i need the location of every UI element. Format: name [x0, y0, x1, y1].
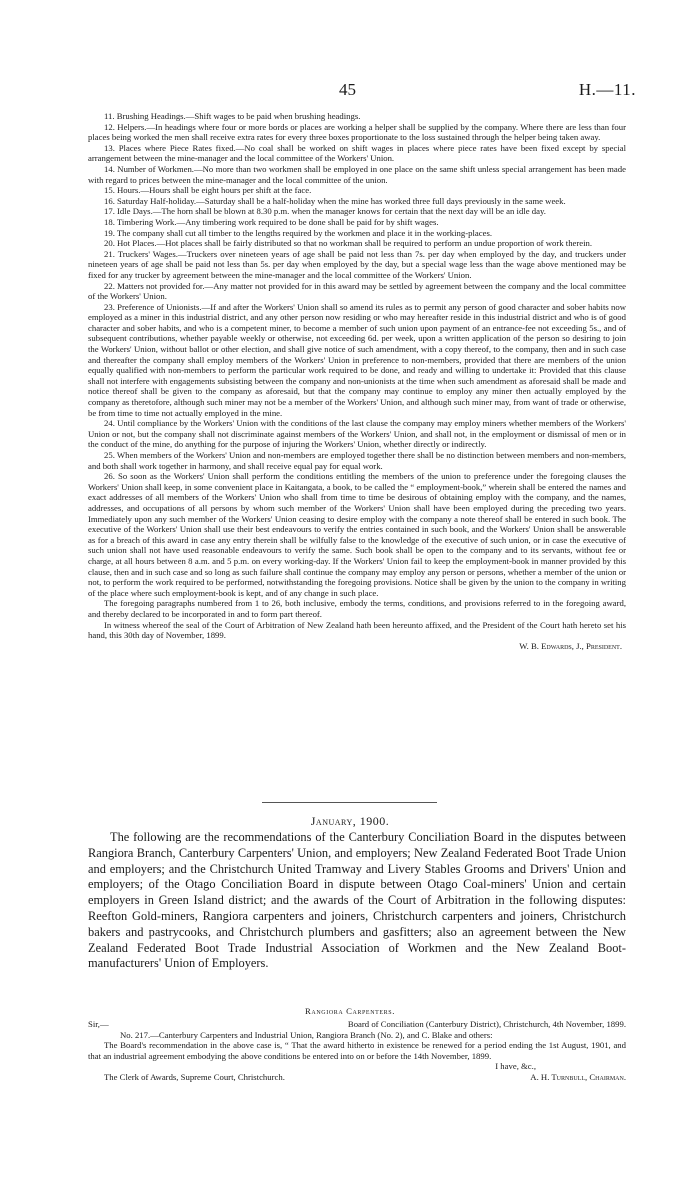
clause: 11. Brushing Headings.—Shift wages to be paid when brushing headings. [104, 111, 361, 121]
clause: 13. Places where Piece Rates fixed.—No coal shall be worked on shift wages in places where piece rates have been fixed except by special arrangement between the mine-manager and the local committee of the Workers' Union. [88, 142, 626, 164]
salutation: Sir,— [88, 1019, 109, 1029]
clause: 26. So soon as the Workers' Union shall perform the conditions entitling the members of the union to preference under the foregoing clauses the Workers' Union shall keep, in some convenient place in Kaitangata, a book, to be called the “ employment-book,” wherein shall be entered the names and exact addresses of all members of the Workers' Union who shall from time to time be desirous of obtaining employ with the company, and the names, addresses, and occupations of all persons by whom such member of the Workers' Union shall have been employed during the preceding two years. Immediately upon any such member of the Workers' Union ceasing to desire employ with the company a note thereof shall be entered in such book. The executive of the Workers' Union shall use their best endeavours to verify the entries contained in such book, and the Workers' Union shall be answerable as for a breach of this award in case any entry therein shall be wilfully false to the knowledge of the executive of such union, or in case the executive of such union shall not have used reasonable endeavours to verify the same. Such book shall be open to the company and to its servants, without fee or charge, at all hours between 8 a.m. and 5 p.m. on every working-day. If the Workers' Union fail to keep the employment-book in manner provided by this clause, then and in such case and so long as such failure shall continue the company may employ any person or persons, whether a member of the union or not, to perform the work required to be performed, notwithstanding the foregoing provisions. Notice shall be given by the union to the company in writing of the place where such employment-book is kept, and of any change in such place. [88, 471, 626, 598]
closing-row [88, 1061, 626, 1072]
clause: 19. The company shall cut all timber to the lengths required by the workmen and place it in the working-places. [104, 227, 493, 238]
clause: 14. Number of Workmen.—No more than two workmen shall be employed in one place on the same shift unless special arrangement has been made with regard to prices between the mine-manager and the local committee of the union. [88, 163, 626, 185]
section-divider [262, 802, 437, 803]
clause: 22. Matters not provided for.—Any matter not provided for in this award may be settled by agreement between the company and the local committee of the Workers' Union. [88, 280, 626, 302]
closing: I have, &c., [495, 1061, 536, 1072]
page-header [0, 80, 700, 104]
page-number: 45 [339, 80, 356, 99]
clause: 23. Preference of Unionists.—If and after the Workers' Union shall so amend its rules as to permit any person of good character and sober habits now employed as a miner in this industrial district, and any other person now residing or who may hereafter reside in this industrial district and who is of good character and sober habits, and who is a competent miner, to become a member of such union upon payment of an entrance-fee not exceeding 5s., and of subsequent contributions, whether payable weekly or otherwise, not exceeding 6d. per week, upon a written application of the person so desiring to join the Workers' Union, without ballot or other election, and shall give notice of such amendment, with a copy thereof, to the company, then and in such case and thereafter the company shall employ members of the Workers' Union in preference to non-members, provided that there are members of the union equally qualified with non-members to perform the particular work required to be done, and ready and willing to undertake it: Provided that this clause shall not interfere with engagements subsisting between the company and non-unionists at the time when such amendment as aforesaid shall be made and notice thereof shall be given to the company as aforesaid, but that the company may continue to employ any miner then actually employed by the company as theretofore, although such miner may not be a member of the Workers' Union, and although such miner may, from want of trade or otherwise, be from time to time not actually employed in the mine. [88, 301, 626, 418]
clause: 15. Hours.—Hours shall be eight hours per shift at the face. [104, 185, 312, 196]
recommendations-intro [88, 830, 626, 972]
clause: The foregoing paragraphs numbered from 1 to 26, both inclusive, embody the terms, conditions, and provisions referred to in the foregoing award, and thereby declared to be incorporated in and to form part thereof. [88, 598, 626, 619]
clause: 25. When members of the Workers' Union and non-members are employed together there shall be no distinction between members and non-members, and both shall work together in harmony, and shall receive equal pay for equal work. [88, 450, 626, 471]
clause: 18. Timbering Work.—Any timbering work required to be done shall be paid for by shift wages. [104, 216, 439, 227]
addressee: The Clerk of Awards, Supreme Court, Christchurch. [104, 1071, 285, 1082]
signature-row [88, 1072, 626, 1083]
clause: 20. Hot Places.—Hot places shall be fairly distributed so that no workman shall be required to perform an undue proportion of work therein. [104, 238, 593, 249]
award-clauses [88, 111, 626, 651]
clause: 24. Until compliance by the Workers' Union with the conditions of the last clause the company may employ miners whether members of the Workers' Union or not, but the company shall not discriminate against members of the Workers' Union, and shall not, in the employment or dismissal of men or in the conduct of the mine, do anything for the purpose of injuring the Workers' Union, whether directly or indirectly. [88, 418, 626, 450]
board-letter [88, 1019, 626, 1083]
clause: 12. Helpers.—In headings where four or more bords or places are working a helper shall be supplied by the company. Where there are less than four places being worked the men shall receive extra rates for every three boxes proportionate to the loss sustained through the helper being taken away. [88, 121, 626, 143]
clause: 21. Truckers' Wages.—Truckers over nineteen years of age shall be paid not less than 7s. per day when employed by the day, and truckers under nineteen years of age shall be paid not less than 5s. per day when employed by the day, but a special wage less than the wage above mentioned may be fixed for any trucker by agreement between the mine-manager and the local committee of the Workers' Union. [88, 248, 626, 280]
award-signature: W. B. Edwards, J., President. [519, 640, 622, 651]
intro-paragraph: The following are the recommendations of the Canterbury Conciliation Board in the disputes between Rangiora Branch, Canterbury Carpenters' Union, and employers; New Zealand Federated Boot Trade Union and employers; and the Christchurch United Tramway and Livery Stables Grooms and Drivers' Union and employers; of the Otago Conciliation Board in dispute between Otago Coal-miners' Union and certain employers in Green Island district; and the awards of the Court of Arbitration in the following disputes: Reefton Gold-miners, Rangiora carpenters and joiners, Christchurch carpenters and joiners, Christchurch bakers and pastrycooks, and Christchurch plumbers and gasfitters; also an agreement between the New Zealand Federated Boot Trade Industrial Association of Workmen and the New Zealand Boot-manufacturers' Union of Employers. [88, 830, 626, 971]
case-line: No. 217.—Canterbury Carpenters and Industrial Union, Rangiora Branch (No. 2), and C. Blake and others: [120, 1029, 493, 1040]
clause: 16. Saturday Half-holiday.—Saturday shall be a half-holiday when the mine has worked three full days previously in the same week. [104, 195, 566, 206]
date-heading: January, 1900. [310, 814, 390, 828]
clause: In witness whereof the seal of the Court of Arbitration of New Zealand hath been hereunto affixed, and the President of the Court hath hereto set his hand, this 30th day of November, 1899. [88, 619, 626, 641]
letter-body: The Board's recommendation in the above case is, “ That the award hitherto in existence be renewed for a period ending the 1st August, 1901, and that an industrial agreement embodying the above conditions be entered into on or before the 14th November, 1899. [88, 1040, 626, 1061]
section-heading: Rangiora Carpenters. [305, 1006, 395, 1016]
paper-reference: H.—11. [578, 80, 636, 99]
clause: 17. Idle Days.—The horn shall be blown at 8.30 p.m. when the manager knows for certain that the next day will be an idle day. [104, 206, 546, 217]
signatory: A. H. Turnbull, Chairman. [530, 1071, 626, 1082]
board-line: Board of Conciliation (Canterbury District), Christchurch, 4th November, 1899. [347, 1019, 626, 1029]
letter-header-row [88, 1019, 626, 1030]
